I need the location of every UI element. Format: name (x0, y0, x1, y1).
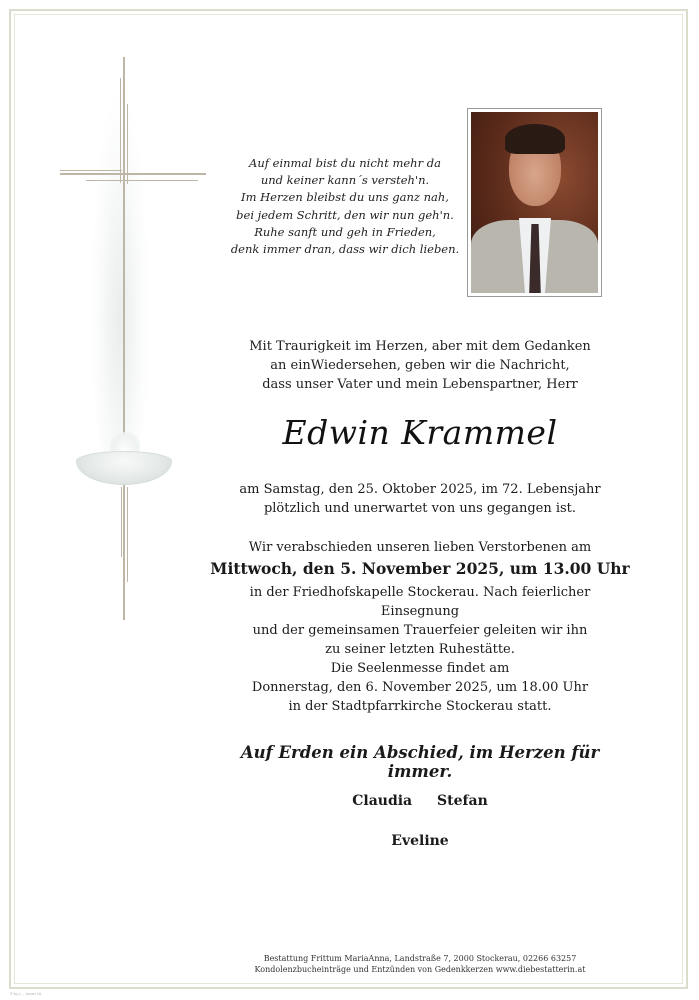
funeral-details (210, 583, 630, 659)
poem-line: und keiner kann´s versteh'n. (260, 173, 430, 188)
portrait-hair (505, 124, 565, 154)
footer-website: Kondolenzbucheinträge und Entzünden von Gedenkkerzen www.diebestatterin.at (254, 965, 586, 974)
intro-text (210, 337, 630, 394)
poem-line: Auf einmal bist du nicht mehr da (249, 156, 441, 170)
deceased-name: Edwin Krammel (282, 413, 558, 452)
portrait-image (471, 112, 598, 293)
funeral-date: Mittwoch, den 5. November 2025, um 13.00 Uhr (210, 559, 630, 578)
poem-line: denk immer dran, dass wir dich lieben. (230, 242, 460, 257)
intro-line: an einWiedersehen, geben wir die Nachricht, (270, 358, 570, 373)
funeral-line: zu seiner letzten Ruhestätte. (325, 642, 515, 657)
cross-vertical-lower-right (127, 487, 128, 582)
funeral-intro: Wir verabschieden unseren lieben Verstorbenen am (248, 540, 592, 555)
portrait-photo (467, 108, 602, 297)
mass-details (210, 659, 630, 716)
funeral-line: und der gemeinsamen Trauerfeier geleiten wir ihn (252, 623, 588, 638)
poem-line: Ruhe sanft und geh in Frieden, (254, 224, 436, 239)
cross-vertical-right (127, 104, 128, 184)
cross-horizontal-main (60, 173, 206, 175)
mass-line: Donnerstag, den 6. November 2025, um 18.00 Uhr (251, 680, 589, 695)
death-notice (210, 480, 630, 518)
survivor-name: Eveline (391, 833, 449, 849)
poem-line: bei jedem Schritt, den wir nun geh'n. (236, 207, 454, 222)
cross-vertical-lower-left (121, 487, 122, 557)
cross-horizontal-lower (86, 180, 198, 181)
mass-line: Die Seelenmesse findet am (330, 661, 510, 676)
survivors-row-1 (210, 793, 630, 809)
survivor-name: Claudia (352, 793, 413, 809)
death-line: plötzlich und unerwartet von uns gegangen ist. (263, 501, 577, 516)
funeral-line: in der Friedhofskapelle Stockerau. Nach feierlicher Einsegnung (249, 585, 591, 619)
cross-horizontal-upper (60, 170, 122, 171)
footer-address: Bestattung Frittum MariaAnna, Landstraße 7, 2000 Stockerau, 02266 63257 (263, 954, 577, 963)
death-line: am Samstag, den 25. Oktober 2025, im 72. Lebensjahr (239, 482, 601, 497)
poem-line: Im Herzen bleibst du uns ganz nah, (241, 190, 449, 205)
intro-line: Mit Traurigkeit im Herzen, aber mit dem Gedanken (249, 339, 591, 354)
copyright-note: © by L - Jovan 16 (10, 991, 42, 996)
intro-line: dass unser Vater und mein Lebenspartner, Herr (262, 377, 578, 392)
motto: Auf Erden ein Abschied, im Herzen für immer. (240, 743, 600, 781)
poem (210, 155, 480, 258)
footer (210, 953, 630, 975)
cross-vertical-main (123, 57, 125, 620)
cross-vertical-left (120, 78, 121, 183)
mass-line: in der Stadtpfarrkirche Stockerau statt. (288, 699, 552, 714)
survivor-name: Stefan (437, 793, 488, 809)
survivors-row-2 (210, 833, 630, 849)
